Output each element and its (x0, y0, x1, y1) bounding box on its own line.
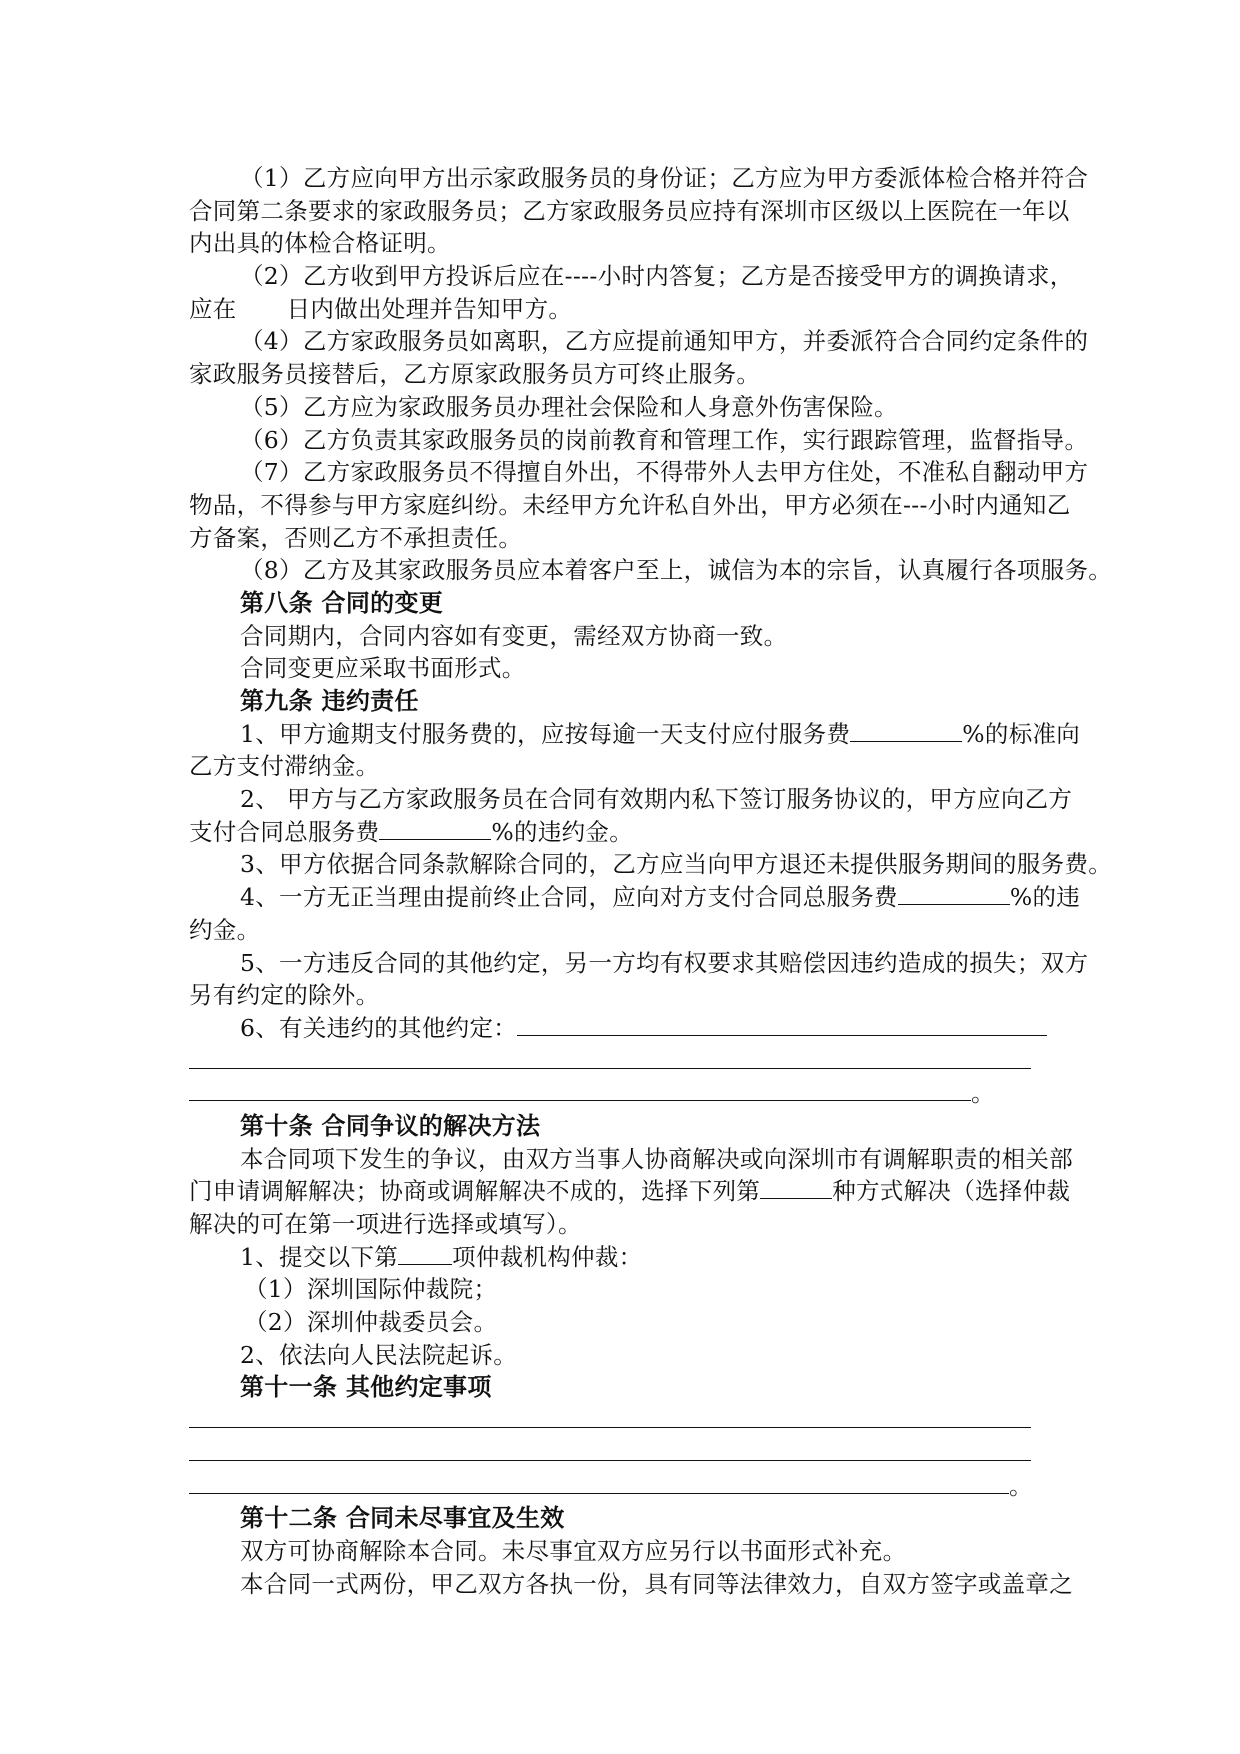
text-segment: 约金。 (189, 915, 261, 944)
text-line (189, 979, 1069, 1012)
text-line (189, 162, 1089, 195)
text-segment: 1、提交以下第 (240, 1242, 399, 1271)
text-segment: 物品，不得参与甲方家庭纠纷。未经甲方允许私自外出，甲方必须在---小时内通知乙 (189, 490, 1071, 519)
text-line (189, 522, 1069, 555)
text-segment: 门申请调解解决；协商或调解解决不成的，选择下列第 (189, 1177, 761, 1206)
text-line (189, 358, 1069, 391)
text-line (189, 1077, 1069, 1110)
text-segment: 。 (1009, 1471, 1033, 1500)
text-segment: 支付合同总服务费 (189, 817, 380, 846)
text-segment: 第十条 合同争议的解决方法 (240, 1110, 541, 1140)
text-segment: 乙方支付滞纳金。 (189, 752, 380, 781)
text-segment: （6）乙方负责其家政服务员的岗前教育和管理工作，实行跟踪管理，监督指导。 (240, 425, 1089, 454)
text-line (189, 652, 1069, 685)
text-segment: （1）深圳国际仲裁院； (244, 1275, 498, 1304)
text-segment: 日内做出处理并告知甲方。 (286, 294, 573, 323)
text-line (189, 325, 1089, 358)
fill-in-blank[interactable] (898, 882, 1010, 905)
text-segment: 4、一方无正当理由提前终止合同，应向对方支付合同总服务费 (240, 883, 898, 912)
text-line (189, 1045, 1069, 1078)
text-line (189, 293, 1069, 326)
fill-in-blank[interactable] (850, 719, 962, 742)
text-line (189, 620, 1069, 653)
text-segment: （7）乙方家政服务员不得擅自外出，不得带外人去甲方住处，不准私自翻动甲方 (240, 458, 1089, 487)
text-line (189, 456, 1089, 489)
text-line (189, 489, 1069, 522)
text-line (189, 947, 1089, 980)
text-segment: 2、 甲方与乙方家政服务员在合同有效期内私下签订服务协议的，甲方应向乙方 (240, 785, 1073, 814)
text-segment: 本合同一式两份，甲乙双方各执一份，具有同等法律效力，自双方签字或盖章之 (240, 1569, 1073, 1598)
text-line (189, 1208, 1069, 1241)
text-segment: 。 (971, 1079, 995, 1108)
section-heading (189, 1371, 1069, 1404)
text-segment: 第十一条 其他约定事项 (240, 1372, 492, 1402)
text-segment: 2、依法向人民法院起诉。 (240, 1340, 518, 1369)
fill-in-blank[interactable] (189, 1046, 1031, 1069)
text-line (189, 1273, 1069, 1306)
text-line (189, 1404, 1069, 1437)
text-line (189, 1568, 1073, 1601)
text-segment: 第十二条 合同未尽事宜及生效 (240, 1503, 565, 1533)
text-line (189, 718, 1081, 751)
text-line (189, 1437, 1069, 1470)
text-line (189, 914, 1069, 947)
fill-in-blank[interactable] (189, 1405, 1031, 1428)
text-segment: 1、甲方逾期支付服务费的，应按每逾一天支付应付服务费 (240, 719, 851, 748)
text-segment: 应在 (189, 294, 237, 323)
text-line (189, 881, 1081, 914)
text-line (189, 848, 1113, 881)
text-line (189, 1241, 1069, 1274)
contract-page (189, 162, 1113, 1600)
text-line (189, 1175, 1069, 1208)
text-line (189, 1535, 1069, 1568)
text-segment: 5、一方违反合同的其他约定，另一方均有权要求其赔偿因违约造成的损失；双方 (240, 948, 1089, 977)
text-segment: 项仲裁机构仲裁： (452, 1242, 643, 1271)
text-line (189, 1470, 1069, 1503)
text-segment: （1）乙方应向甲方出示家政服务员的身份证；乙方应为甲方委派体检合格并符合 (240, 164, 1089, 192)
text-line (189, 554, 1113, 587)
text-segment: 解决的可在第一项进行选择或填写）。 (189, 1210, 582, 1238)
section-heading (189, 685, 1069, 718)
text-segment: 合同期内，合同内容如有变更，需经双方协商一致。 (240, 621, 788, 650)
text-segment: 第九条 违约责任 (240, 686, 419, 715)
fill-in-blank[interactable] (189, 1438, 1031, 1461)
text-segment: %的标准向 (962, 719, 1081, 748)
text-segment: 6、有关违约的其他约定： (240, 1013, 518, 1042)
text-segment: 家政服务员接替后，乙方原家政服务员方可终止服务。 (189, 360, 761, 389)
text-line (189, 750, 1069, 783)
text-line (189, 260, 1074, 293)
fill-in-blank[interactable] (398, 1242, 452, 1265)
text-segment: 3、甲方依据合同条款解除合同的，乙方应当向甲方退还未提供服务期间的服务费。 (240, 850, 1113, 879)
text-line (189, 1143, 1073, 1176)
text-segment: 本合同项下发生的争议，由双方当事人协商解决或向深圳市有调解职责的相关部 (240, 1144, 1073, 1173)
text-segment: 第八条 合同的变更 (240, 587, 444, 617)
text-segment: 合同变更应采取书面形式。 (240, 654, 526, 683)
text-segment: （4）乙方家政服务员如离职，乙方应提前通知甲方，并委派符合合同约定条件的 (240, 327, 1089, 356)
text-segment: %的违约金。 (491, 817, 634, 846)
text-line (189, 1339, 1069, 1372)
text-segment: 另有约定的除外。 (189, 981, 380, 1010)
text-segment: 种方式解决（选择仲裁 (832, 1177, 1071, 1206)
text-line (189, 783, 1073, 816)
text-segment: 双方可协商解除本合同。未尽事宜双方应另行以书面形式补充。 (240, 1536, 907, 1565)
text-line (189, 1306, 1069, 1339)
fill-in-blank[interactable] (379, 817, 491, 840)
text-segment: 方备案，否则乙方不承担责任。 (189, 523, 523, 552)
section-heading (189, 1502, 1069, 1535)
text-segment: （2）乙方收到甲方投诉后应在----小时内答复；乙方是否接受甲方的调换请求， (240, 262, 1074, 291)
text-segment: 内出具的体检合格证明。 (189, 229, 451, 258)
fill-in-blank[interactable] (189, 1078, 971, 1101)
text-segment: （5）乙方应为家政服务员办理社会保险和人身意外伤害保险。 (240, 392, 898, 421)
text-segment: %的违 (1009, 883, 1081, 912)
fill-in-blank[interactable] (517, 1013, 1047, 1036)
text-line (189, 424, 1089, 457)
text-segment: 合同第二条要求的家政服务员；乙方家政服务员应持有深圳市区级以上医院在一年以 (189, 196, 1070, 225)
text-line (189, 1012, 1069, 1045)
fill-in-blank[interactable] (760, 1176, 832, 1199)
fill-in-blank[interactable] (189, 1471, 1009, 1494)
text-line (189, 816, 1069, 849)
text-line (189, 195, 1069, 228)
text-segment: （2）深圳仲裁委员会。 (244, 1308, 498, 1337)
text-line (189, 227, 1069, 260)
section-heading (189, 1110, 1069, 1143)
text-segment: （8）乙方及其家政服务员应本着客户至上，诚信为本的宗旨，认真履行各项服务。 (240, 556, 1113, 585)
section-heading (189, 587, 1069, 620)
text-line (189, 391, 1069, 424)
